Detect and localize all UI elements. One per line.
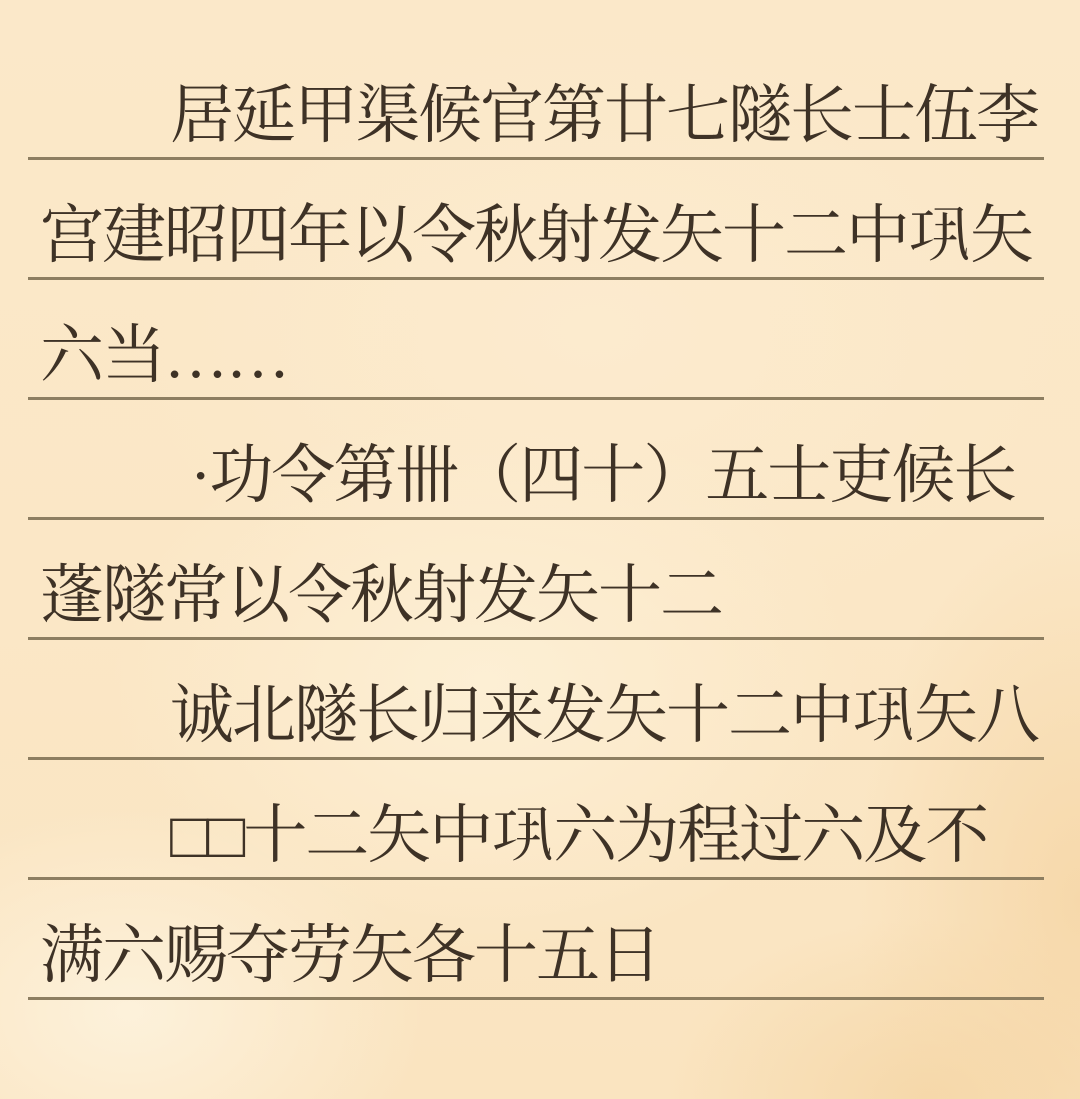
document-line-text: 宫建昭四年以令秋射发矢十二中𢀜矢 [40,200,1032,271]
document-line-text: 居延甲渠候官第廿七隧长士伍李 [170,80,1038,151]
document-line [0,880,1080,1000]
document-line [0,280,1080,400]
document-line-text: □□十二矢中𢀜六为程过六及不 [170,800,988,871]
document-line-text: 六当…… [40,320,288,391]
document-line-text: 诚北隧长归来发矢十二中𢀜矢八 [170,680,1038,751]
document-line [0,400,1080,520]
document-line [0,0,1080,160]
ruled-line [28,997,1044,1000]
document-line [0,520,1080,640]
document-line-text: ·功令第卌（四十）五士吏候长 [190,440,1016,511]
document-line [0,640,1080,760]
document-line-text: 蓬隧常以令秋射发矢十二 [40,560,722,631]
document-line [0,160,1080,280]
document-line [0,760,1080,880]
document-line-text: 满六赐夺劳矢各十五日 [40,920,660,991]
